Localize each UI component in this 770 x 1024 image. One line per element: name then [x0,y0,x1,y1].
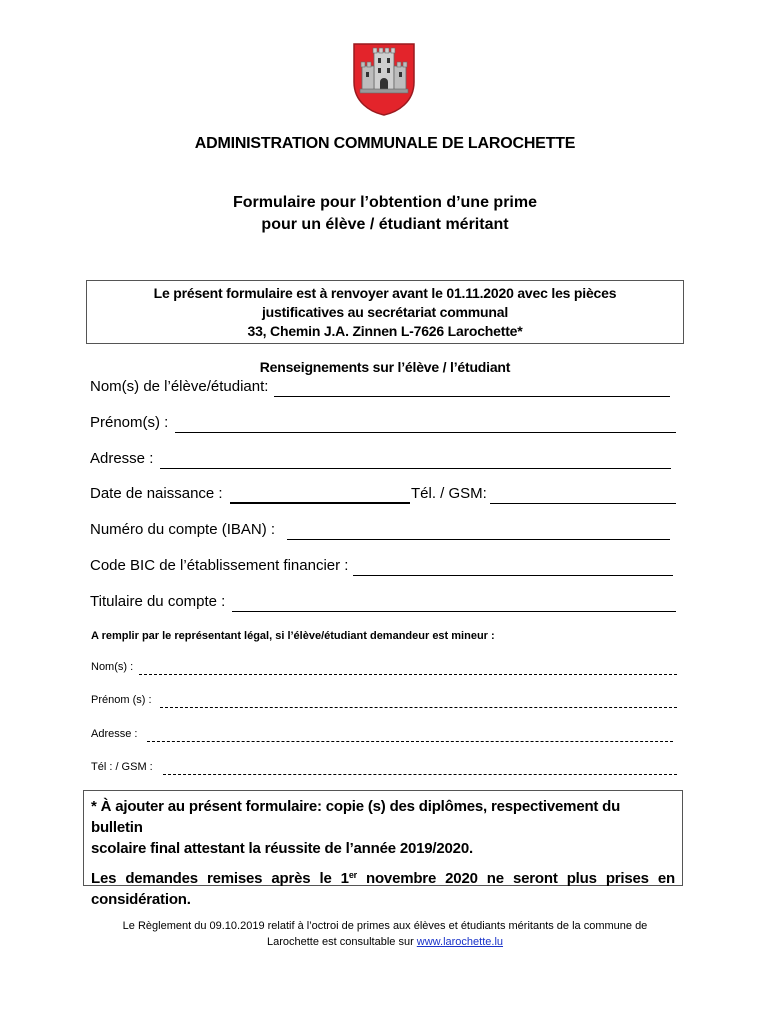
student-bic-label: Code BIC de l’établissement financier : [90,557,349,574]
footer-line-2-prefix: Larochette est consultable sur [266,936,417,948]
website-link[interactable]: www.larochette.lu [416,936,504,948]
account-holder-input-line[interactable] [232,611,676,612]
student-firstname-input-line[interactable] [175,432,676,433]
guardian-firstname-field[interactable] [91,694,677,710]
student-iban-label: Numéro du compte (IBAN) : [90,521,276,538]
student-bic-field[interactable] [90,557,680,579]
attachments-notice [83,790,683,908]
student-birthdate-input-line[interactable] [230,502,410,504]
student-section-heading: Renseignements sur l’élève / l’étudiant [259,359,511,375]
deadline-text-start: Les demandes remises après le 1 [91,870,349,887]
guardian-address-label: Adresse : [91,728,138,740]
guardian-name-field[interactable] [91,661,677,677]
student-name-label: Nom(s) de l’élève/étudiant: [90,378,269,395]
attachments-line-2: scolaire final attestant la réussite de l’année 2019/2020. [91,840,473,857]
student-phone-input-line[interactable] [490,503,676,504]
student-firstname-field[interactable] [90,414,680,436]
notice-line-2: justificatives au secrétariat communal [261,304,509,320]
deadline-ordinal: er [348,870,357,880]
guardian-address-field[interactable] [91,728,677,744]
organization-name: ADMINISTRATION COMMUNALE DE LAROCHETTE [194,135,576,152]
coat-of-arms-icon [352,42,416,116]
student-iban-input-line[interactable] [287,539,670,540]
submission-notice [86,280,684,344]
deadline-text [91,865,675,910]
legal-representative-heading: A remplir par le représentant légal, si l’élève/étudiant demandeur est mineur : [91,630,495,642]
notice-line-1: Le présent formulaire est à renvoyer avant le 01.11.2020 avec les pièces [153,285,617,301]
attachments-line-1: * À ajouter au présent formulaire: copie (s) des diplômes, respectivement du bulletin [91,798,621,836]
student-address-field[interactable] [90,450,680,472]
form-title-line-2: pour un élève / étudiant méritant [261,216,509,233]
attachments-text [91,796,675,859]
guardian-firstname-label: Prénom (s) : [91,694,152,706]
guardian-phone-input-line[interactable] [163,774,677,775]
form-title [0,192,770,236]
account-holder-label: Titulaire du compte : [90,593,226,610]
guardian-name-input-line[interactable] [139,674,677,675]
footer-line-2 [0,934,770,950]
guardian-address-input-line[interactable] [147,741,673,742]
student-iban-field[interactable] [90,521,680,543]
footer-line-1: Le Règlement du 09.10.2019 relatif à l’octroi de primes aux élèves et étudiants méritants de la commune de [122,920,648,932]
deadline-text-end: novembre 2020 ne seront plus prises en considération. [91,870,675,908]
student-birthdate-phone-field[interactable] [90,485,680,507]
student-firstname-label: Prénom(s) : [90,414,169,431]
footer [0,918,770,950]
student-name-input-line[interactable] [274,396,670,397]
guardian-phone-label: Tél : / GSM : [91,761,153,773]
form-title-line-1: Formulaire pour l’obtention d’une prime [232,194,537,211]
student-phone-label: Tél. / GSM: [411,485,487,502]
guardian-firstname-input-line[interactable] [160,707,677,708]
notice-line-3: 33, Chemin J.A. Zinnen L-7626 Larochette* [247,323,523,339]
student-name-field[interactable] [90,378,680,400]
student-address-input-line[interactable] [160,468,671,469]
student-address-label: Adresse : [90,450,154,467]
student-birthdate-label: Date de naissance : [90,485,223,502]
student-bic-input-line[interactable] [353,575,673,576]
account-holder-field[interactable] [90,593,680,615]
guardian-phone-field[interactable] [91,761,677,777]
guardian-name-label: Nom(s) : [91,661,134,673]
